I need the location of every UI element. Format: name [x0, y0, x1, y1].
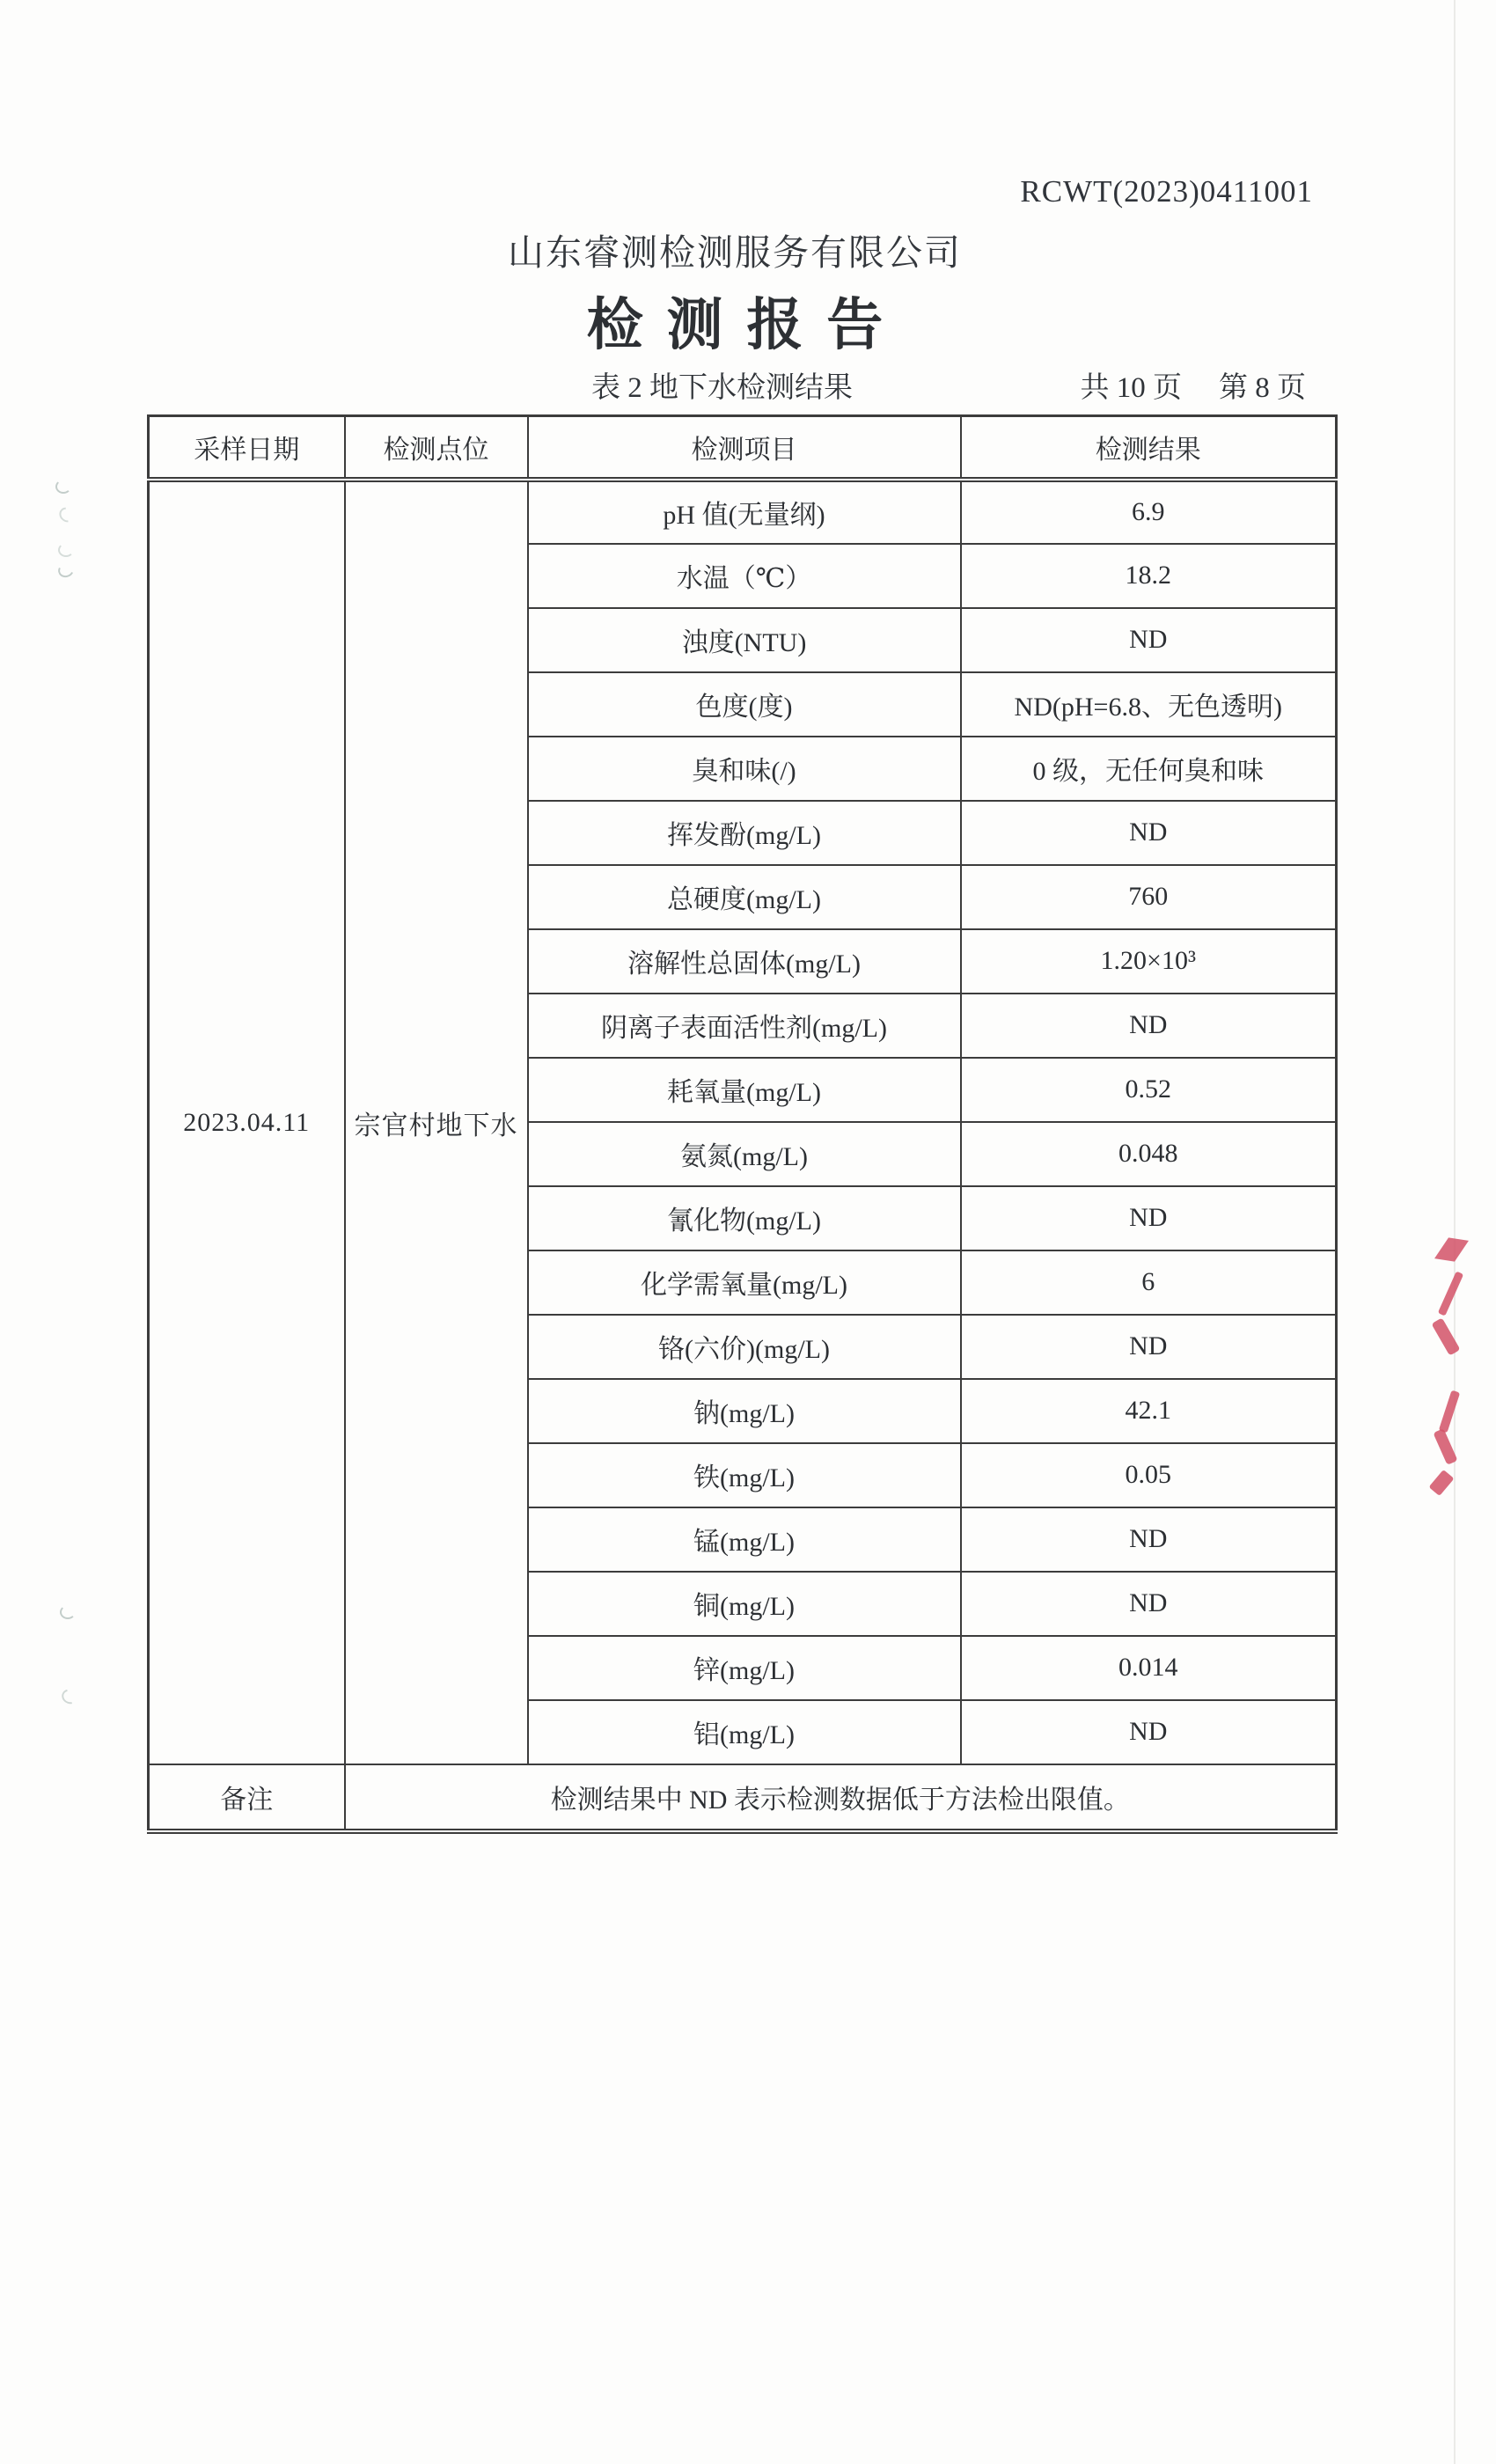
table-header-row [149, 416, 1337, 480]
scan-smudge [59, 1687, 80, 1707]
item-cell: 铁(mg/L) [528, 1443, 961, 1507]
pagination-current: 第 8 页 [1219, 372, 1306, 404]
result-cell: 0.048 [961, 1122, 1337, 1186]
scan-edge-line [1454, 0, 1456, 2464]
result-cell: 6.9 [961, 480, 1337, 544]
result-cell: ND [961, 1315, 1337, 1379]
item-cell: 锌(mg/L) [528, 1636, 961, 1700]
result-cell: ND [961, 1186, 1337, 1250]
header-location: 检测点位 [345, 416, 528, 480]
result-cell: ND [961, 1507, 1337, 1572]
red-stamp-fragment [1434, 1237, 1469, 1261]
header-item: 检测项目 [528, 416, 961, 480]
scan-smudge [55, 480, 71, 494]
item-cell: 铝(mg/L) [528, 1700, 961, 1764]
item-cell: 氨氮(mg/L) [528, 1122, 961, 1186]
item-cell: 锰(mg/L) [528, 1507, 961, 1572]
company-name: 山东睿测检测服务有限公司 [508, 232, 962, 273]
table-row [149, 480, 1337, 544]
item-cell: 铬(六价)(mg/L) [528, 1315, 961, 1379]
item-cell: 挥发酚(mg/L) [528, 801, 961, 865]
results-table [147, 414, 1338, 1834]
item-cell: 溶解性总固体(mg/L) [528, 929, 961, 994]
item-cell: 阴离子表面活性剂(mg/L) [528, 994, 961, 1058]
item-cell: 化学需氧量(mg/L) [528, 1250, 961, 1315]
pagination [1081, 364, 1307, 406]
result-cell: 6 [961, 1250, 1337, 1315]
result-cell: ND(pH=6.8、无色透明) [961, 672, 1337, 737]
item-cell: 色度(度) [528, 672, 961, 737]
red-stamp-fragment [1439, 1390, 1460, 1434]
result-cell: 0.52 [961, 1058, 1337, 1122]
red-stamp-fragment [1438, 1271, 1463, 1316]
result-cell: ND [961, 1700, 1337, 1764]
item-cell: pH 值(无量纲) [528, 480, 961, 544]
scan-smudge [56, 504, 77, 525]
result-cell: 18.2 [961, 544, 1337, 608]
item-cell: 铜(mg/L) [528, 1572, 961, 1636]
item-cell: 水温（℃） [528, 544, 961, 608]
note-text-cell: 检测结果中 ND 表示检测数据低于方法检出限值。 [345, 1764, 1337, 1831]
item-cell: 臭和味(/) [528, 737, 961, 801]
result-cell: ND [961, 608, 1337, 672]
pagination-total: 共 10 页 [1080, 372, 1182, 404]
note-row [149, 1764, 1337, 1831]
result-cell: ND [961, 994, 1337, 1058]
report-number: RCWT(2023)0411001 [1020, 174, 1313, 209]
header-result: 检测结果 [961, 416, 1337, 480]
result-cell: 42.1 [961, 1379, 1337, 1443]
result-cell: 760 [961, 865, 1337, 929]
item-cell: 浊度(NTU) [528, 608, 961, 672]
sample-date-cell: 2023.04.11 [149, 480, 345, 1764]
result-cell: ND [961, 801, 1337, 865]
header-sample-date: 采样日期 [149, 416, 345, 480]
sample-location-cell: 宗官村地下水 [345, 480, 528, 1764]
table-caption: 表 2 地下水检测结果 [591, 372, 853, 404]
scan-smudge [58, 543, 74, 557]
result-cell: 0.014 [961, 1636, 1337, 1700]
result-cell: 0.05 [961, 1443, 1337, 1507]
red-stamp-fragment [1431, 1317, 1460, 1355]
item-cell: 耗氧量(mg/L) [528, 1058, 961, 1122]
note-label-cell: 备注 [149, 1764, 345, 1831]
scan-smudge [56, 561, 76, 579]
red-stamp-fragment [1429, 1470, 1455, 1496]
result-cell: ND [961, 1572, 1337, 1636]
result-cell: 1.20×10³ [961, 929, 1337, 994]
result-cell: 0 级，无任何臭和味 [961, 737, 1337, 801]
item-cell: 钠(mg/L) [528, 1379, 961, 1443]
scan-smudge [60, 1605, 76, 1619]
item-cell: 氰化物(mg/L) [528, 1186, 961, 1250]
report-title: 检测报告 [586, 294, 907, 356]
item-cell: 总硬度(mg/L) [528, 865, 961, 929]
